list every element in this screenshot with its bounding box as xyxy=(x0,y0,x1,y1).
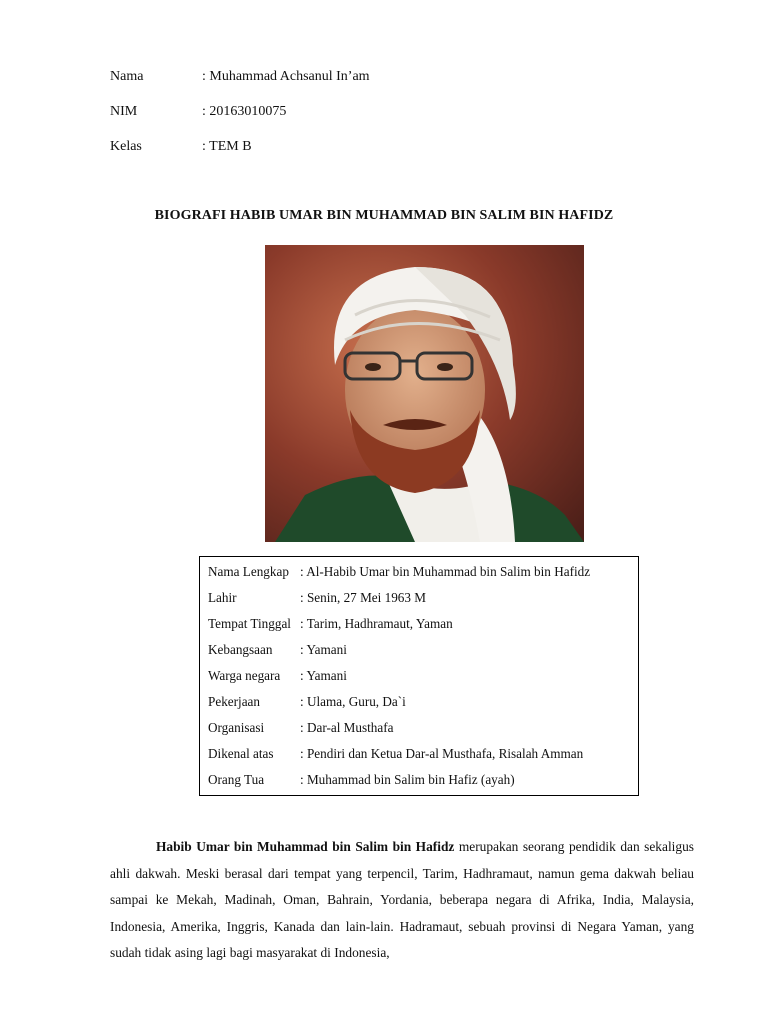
header-value: : 20163010075 xyxy=(202,104,287,119)
profile-info-box xyxy=(199,556,639,796)
biography-section xyxy=(110,834,694,967)
info-value: : Muhammad bin Salim bin Hafiz (ayah) xyxy=(300,772,515,787)
info-key: Pekerjaan xyxy=(208,694,260,709)
header-value: : TEM B xyxy=(202,139,252,154)
biography-text: merupakan seorang pendidik dan sekaligus ahli dakwah. Meski berasal dari tempat yang terpencil, Tarim, Hadhramaut, namun gema dakwah beliau sampai ke Mekah, Madinah, Oman, Bahrain, Yordania, beberapa negara di Afrika, India, Malaysia, Indonesia, Amerika, Inggris, Kanada dan lain-lain. Hadramaut, sebuah provinsi di Negara Yaman, yang sudah tidak asing lagi bagi masyarakat di Indonesia, xyxy=(110,839,694,961)
header-label: Kelas xyxy=(110,139,142,154)
info-key: Lahir xyxy=(208,590,237,605)
portrait-illustration xyxy=(265,245,584,542)
header-label: NIM xyxy=(110,104,138,119)
info-value: : Dar-al Musthafa xyxy=(300,720,394,735)
info-value: : Ulama, Guru, Da`i xyxy=(300,694,406,709)
info-key: Dikenal atas xyxy=(208,746,274,761)
info-value: : Pendiri dan Ketua Dar-al Musthafa, Risalah Amman xyxy=(300,746,584,761)
header-label: Nama xyxy=(110,69,144,84)
biography-lead: Habib Umar bin Muhammad bin Salim bin Hafidz xyxy=(156,839,455,854)
biography-paragraph xyxy=(110,834,694,967)
info-key: Organisasi xyxy=(208,720,265,735)
info-value: : Senin, 27 Mei 1963 M xyxy=(300,590,427,605)
info-value: : Tarim, Hadhramaut, Yaman xyxy=(300,616,453,631)
info-key: Warga negara xyxy=(208,668,281,683)
info-value: : Yamani xyxy=(300,642,347,657)
info-key: Tempat Tinggal xyxy=(208,616,291,631)
eye-right xyxy=(437,363,453,371)
info-value: : Al-Habib Umar bin Muhammad bin Salim bin Hafidz xyxy=(300,564,591,579)
info-value: : Yamani xyxy=(300,668,347,683)
portrait-photo xyxy=(265,245,584,542)
header-value: : Muhammad Achsanul In’am xyxy=(202,69,370,84)
eye-left xyxy=(365,363,381,371)
info-key: Kebangsaan xyxy=(208,642,273,657)
info-key: Orang Tua xyxy=(208,772,265,787)
info-key: Nama Lengkap xyxy=(208,564,289,579)
document-title: BIOGRAFI HABIB UMAR BIN MUHAMMAD BIN SALIM BIN HAFIDZ xyxy=(154,208,614,223)
